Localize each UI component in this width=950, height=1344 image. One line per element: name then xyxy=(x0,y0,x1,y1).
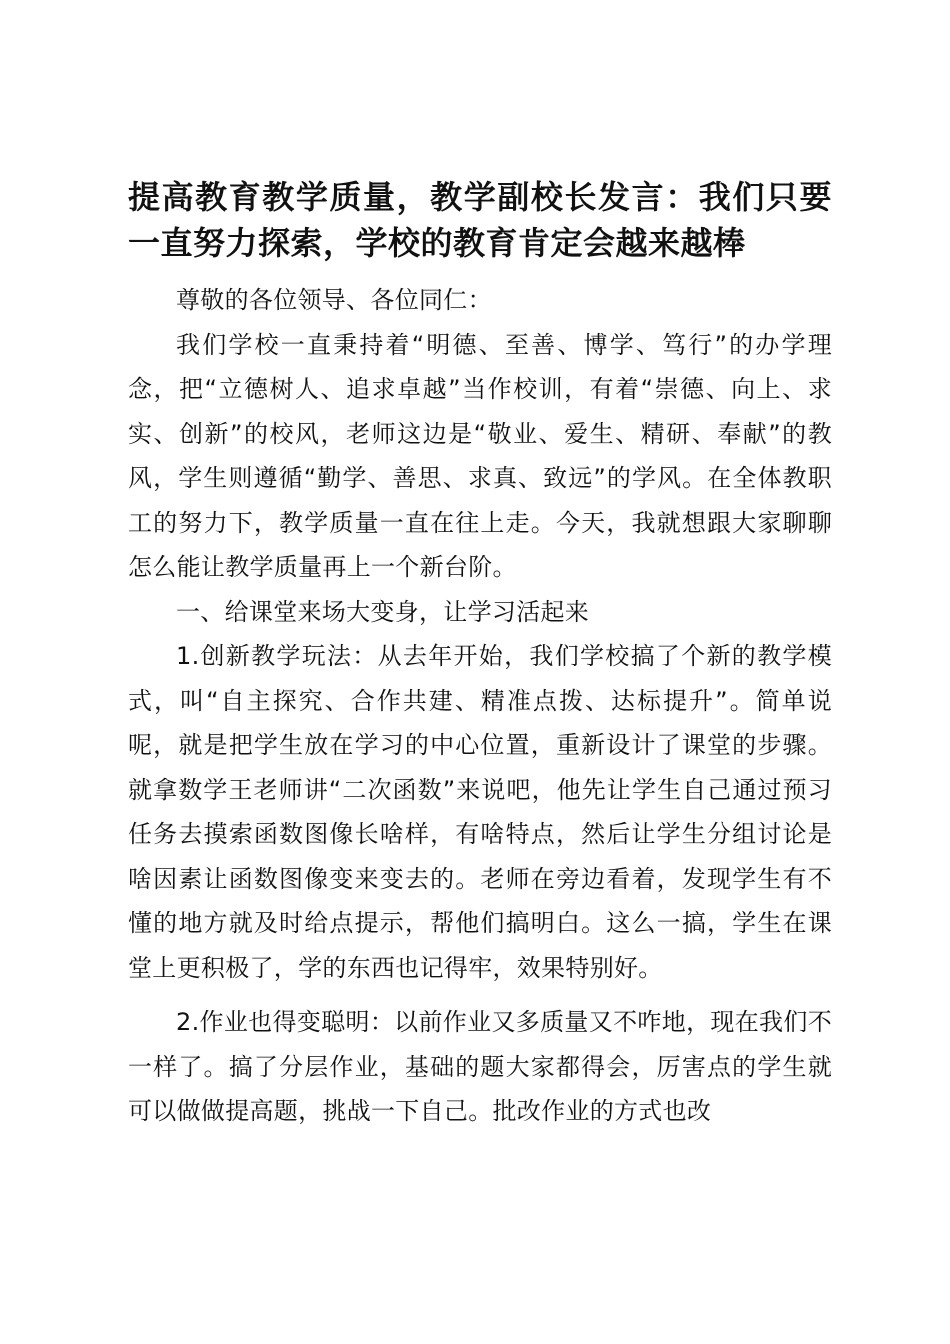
list-item-2: 2.作业也得变聪明：以前作业又多质量又不咋地，现在我们不一样了。搞了分层作业，基础的题大家都得会，厉害点的学生就可以做做提高题，挑战一下自己。批改作业的方式也改 xyxy=(128,1008,832,1125)
document-page xyxy=(128,174,832,1134)
list-item-1: 1.创新教学玩法：从去年开始，我们学校搞了个新的教学模式，叫“自主探究、合作共建、精准点拨、达标提升”。简单说呢，就是把学生放在学习的中心位置，重新设计了课堂的步骤。就拿数学王老师讲“二次函数”来说吧，他先让学生自己通过预习任务去摸索函数图像长啥样，有啥特点，然后让学生分组讨论是啥因素让函数图像变来变去的。老师在旁边看着，发现学生有不懂的地方就及时给点提示，帮他们搞明白。这么一搞，学生在课堂上更积极了，学的东西也记得牢，效果特别好。 xyxy=(128,642,832,982)
salutation: 尊敬的各位领导、各位同仁： xyxy=(176,286,492,314)
document-title: 提高教育教学质量，教学副校长发言：我们只要一直努力探索，学校的教育肯定会越来越棒 xyxy=(128,178,832,262)
intro-paragraph: 我们学校一直秉持着“明德、至善、博学、笃行”的办学理念，把“立德树人、追求卓越”当作校训，有着“崇德、向上、求实、创新”的校风，老师这边是“敬业、爱生、精研、奉献”的教风，学生则遵循“勤学、善思、求真、致远”的学风。在全体教职工的努力下，教学质量一直在往上走。今天，我就想跟大家聊聊怎么能让教学质量再上一个新台阶。 xyxy=(128,330,832,581)
section-heading-1: 一、给课堂来场大变身，让学习活起来 xyxy=(176,597,590,626)
